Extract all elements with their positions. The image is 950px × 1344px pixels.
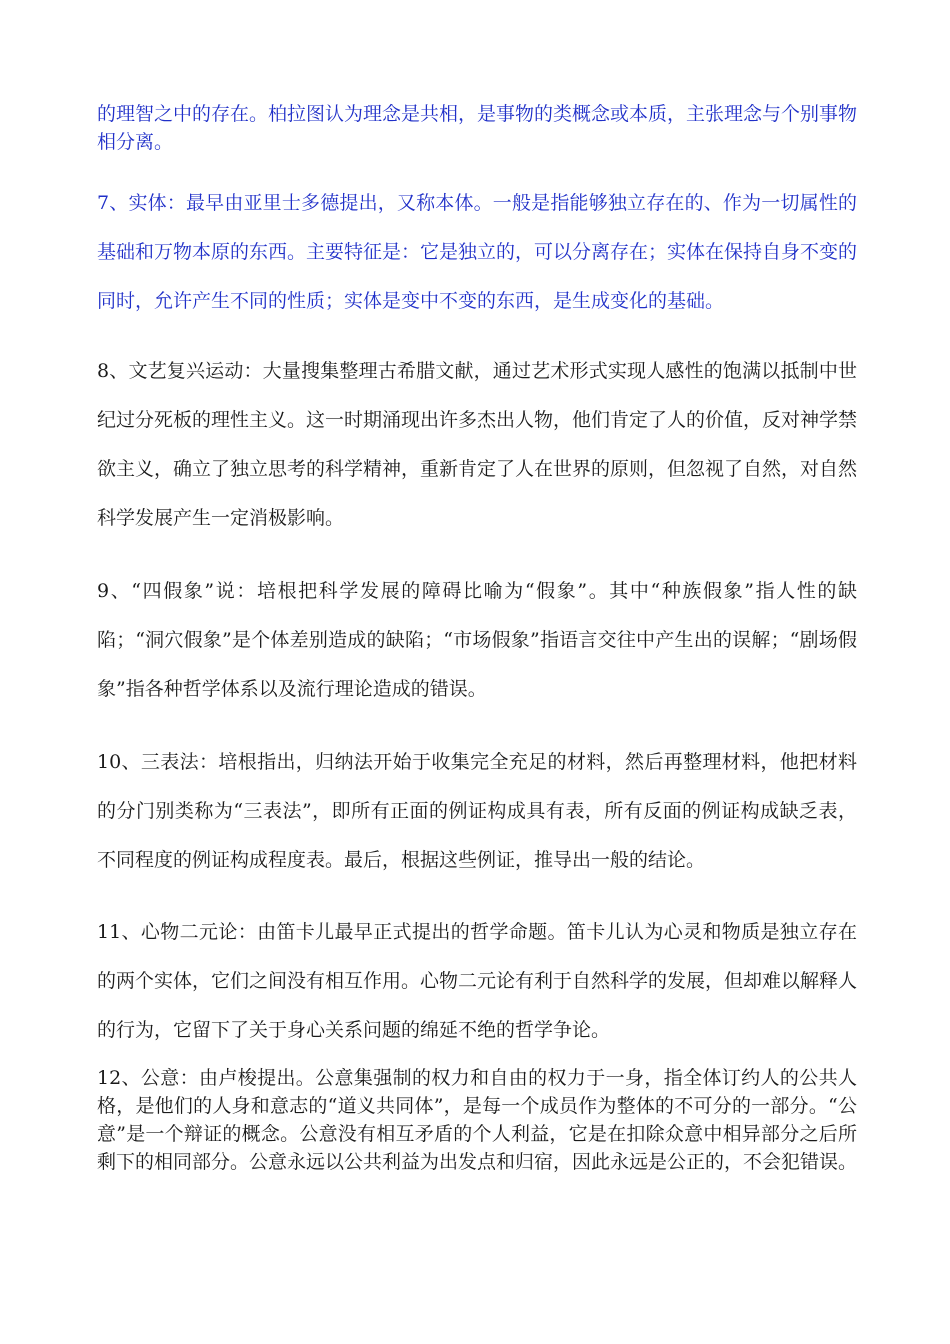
paragraph-12-general-will: 12、公意：由卢梭提出。公意集强制的权力和自由的权力于一身，指全体订约人的公共人格，是他们的人身和意志的“道义共同体”，是每一个成员作为整体的不可分的一部分。“公意”是一个辩证的概念。公意没有相互矛盾的个人利益，它是在扣除众意中相异部分之后所剩下的相同部分。公意永远以公共利益为出发点和归宿，因此永远是公正的，不会犯错误。 bbox=[97, 1067, 858, 1173]
paragraph-10-three-tables: 10、三表法：培根指出，归纳法开始于收集完全充足的材料，然后再整理材料，他把材料的分门别类称为“三表法”，即所有正面的例证构成具有表，所有反面的例证构成缺乏表，不同程度的例证构成程度表。最后，根据这些例证，推导出一般的结论。 bbox=[97, 751, 857, 871]
paragraph-11-dualism: 11、心物二元论：由笛卡儿最早正式提出的哲学命题。笛卡儿认为心灵和物质是独立存在的两个实体，它们之间没有相互作用。心物二元论有利于自然科学的发展，但却难以解释人的行为，它留下了关于身心关系问题的绵延不绝的哲学争论。 bbox=[97, 921, 858, 1041]
paragraph-9-four-idols: 9、“四假象”说：培根把科学发展的障碍比喻为“假象”。其中“种族假象”指人性的缺陷；“洞穴假象”是个体差别造成的缺陷；“市场假象”指语言交往中产生出的误解；“剧场假象”指各种哲学体系以及流行理论造成的错误。 bbox=[97, 580, 857, 700]
paragraph-7-substance: 7、实体：最早由亚里士多德提出，又称本体。一般是指能够独立存在的、作为一切属性的基础和万物本原的东西。主要特征是：它是独立的，可以分离存在；实体在保持自身不变的同时，允许产生不同的性质；实体是变中不变的东西，是生成变化的基础。 bbox=[97, 192, 858, 312]
paragraph-8-renaissance: 8、文艺复兴运动：大量搜集整理古希腊文献，通过艺术形式实现人感性的饱满以抵制中世纪过分死板的理性主义。这一时期涌现出许多杰出人物，他们肯定了人的价值，反对神学禁欲主义，确立了独立思考的科学精神，重新肯定了人在世界的原则，但忽视了自然，对自然科学发展产生一定消极影响。 bbox=[97, 360, 858, 529]
paragraph-6-continuation: 的理智之中的存在。柏拉图认为理念是共相，是事物的类概念或本质，主张理念与个别事物相分离。 bbox=[97, 103, 858, 153]
